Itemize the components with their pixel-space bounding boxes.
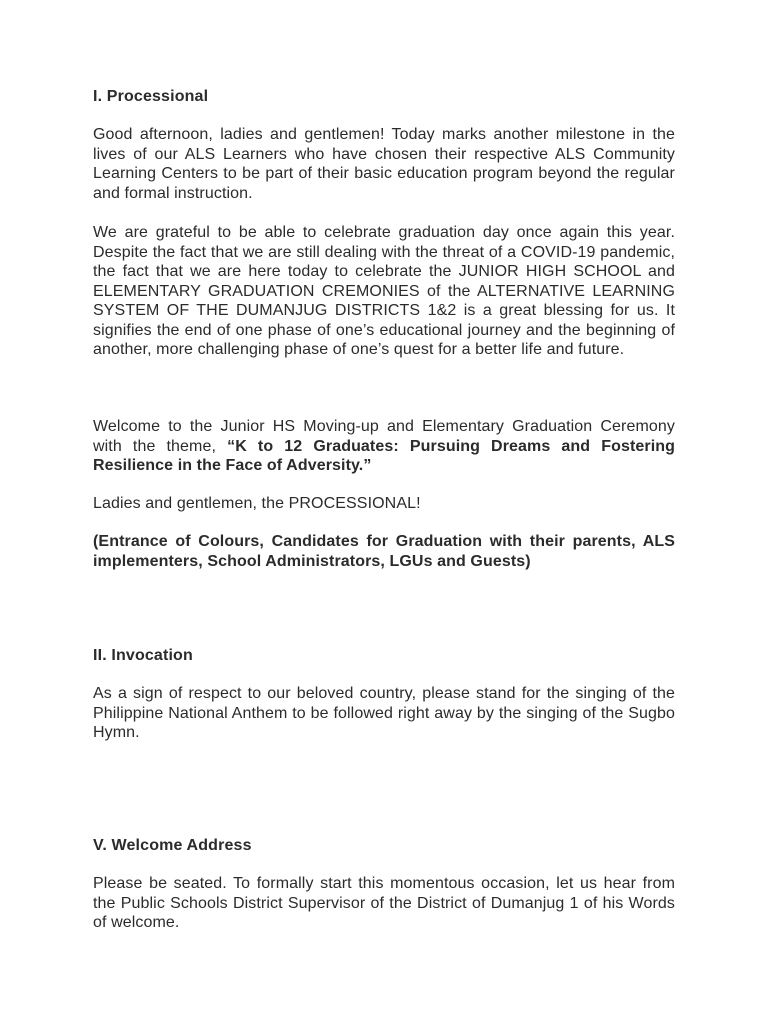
section-heading-processional: I. Processional [93,88,209,105]
processional-paragraph-greeting: Good afternoon, ladies and gentlemen! Today marks another milestone in the lives of our ALS Learners who have chosen their respective ALS Community Learning Centers to be part of their basic education program beyond the regular and formal instruction. [93,126,675,202]
theme-intro-text: Welcome to the Junior HS Moving-up and Elementary Graduation Ceremony with the theme, [93,418,675,455]
theme-title-text: “K to 12 Graduates: Pursuing Dreams and Fostering Resilience in the Face of Adversity.” [93,437,675,474]
processional-paragraph-celebration: We are grateful to be able to celebrate graduation day once again this year. Despite the fact that we are still dealing with the threat of a COVID-19 pandemic, the fact that we are here today to celebrate the JUNIOR HIGH SCHOOL and ELEMENTARY GRADUATION CREMONIES of the ALTERNATIVE LEARNING SYSTEM OF THE DUMANJUG DISTRICTS 1&2 is a great blessing for us. It signifies the end of one phase of one’s educational journey and the beginning of another, more challenging phase of one’s quest for a better life and future. [93,224,675,358]
section-heading-invocation: II. Invocation [93,647,193,664]
processional-entrance-note: (Entrance of Colours, Candidates for Graduation with their parents, ALS implementers, School Administrators, LGUs and Guests) [93,533,675,570]
section-heading-welcome-address: V. Welcome Address [93,837,252,854]
welcome-address-paragraph: Please be seated. To formally start this momentous occasion, let us hear from the Public Schools District Supervisor of the District of Dumanjug 1 of his Words of welcome. [93,875,675,931]
processional-announcement: Ladies and gentlemen, the PROCESSIONAL! [93,495,421,512]
invocation-paragraph: As a sign of respect to our beloved country, please stand for the singing of the Philippine National Anthem to be followed right away by the singing of the Sugbo Hymn. [93,685,675,741]
processional-paragraph-theme [93,417,675,476]
